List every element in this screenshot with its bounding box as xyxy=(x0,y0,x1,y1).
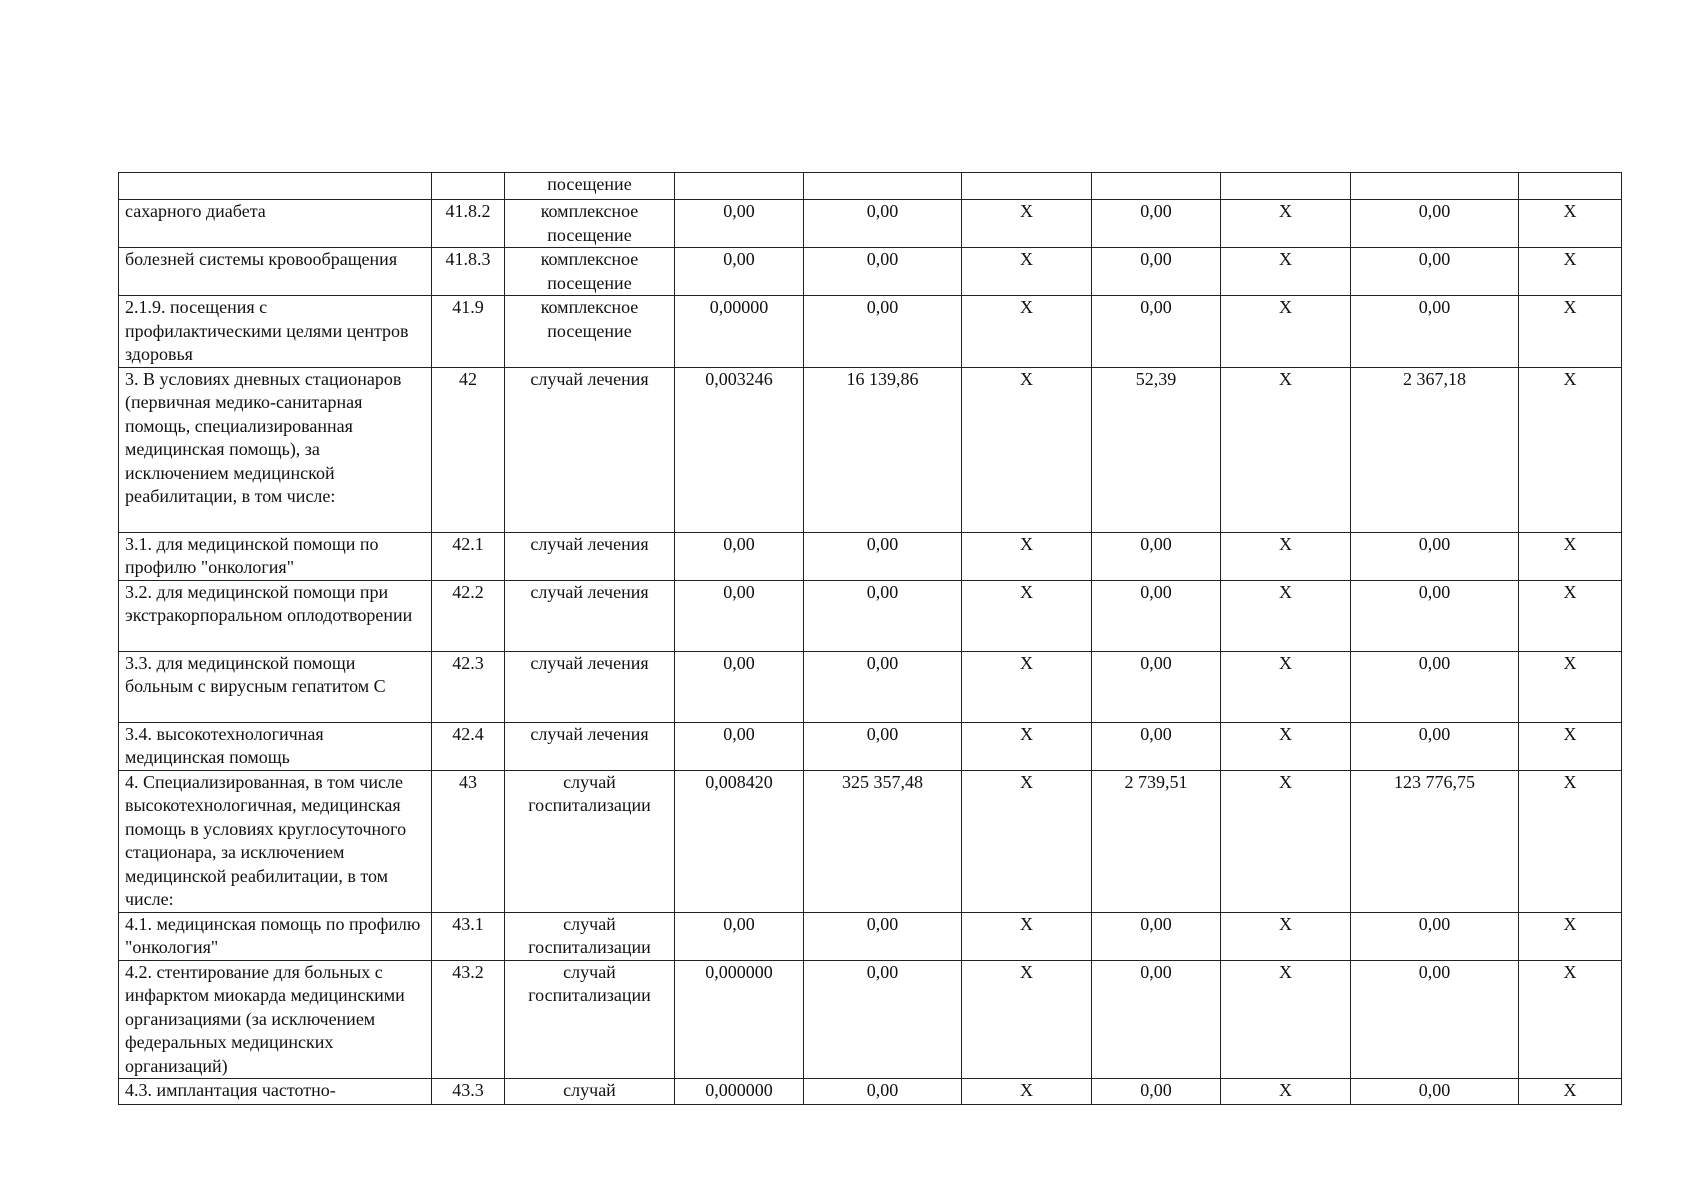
value-cell: 0,00 xyxy=(1092,651,1221,722)
value-cell: 0,00 xyxy=(1092,532,1221,580)
value-cell: 0,00 xyxy=(804,580,962,651)
value-cell: 0,000000 xyxy=(675,960,804,1079)
value-cell: X xyxy=(962,248,1092,296)
value-cell: 2 367,18 xyxy=(1351,367,1519,532)
row-code-cell xyxy=(432,173,505,200)
row-name-cell: 4. Специализированная, в том числе высокотехнологичная, медицинская помощь в условиях круглосуточного стационара, за исключением медицинской реабилитации, в том числе: xyxy=(119,770,432,912)
value-cell xyxy=(1351,173,1519,200)
value-cell: 0,00 xyxy=(804,651,962,722)
value-cell: X xyxy=(962,532,1092,580)
value-cell: X xyxy=(962,367,1092,532)
value-cell: 0,00 xyxy=(1351,1079,1519,1105)
row-unit-cell: комплексное посещение xyxy=(505,296,675,368)
value-cell: 0,00000 xyxy=(675,296,804,368)
row-code-cell: 42.4 xyxy=(432,722,505,770)
value-cell: 16 139,86 xyxy=(804,367,962,532)
value-cell: 0,00 xyxy=(675,722,804,770)
value-cell: X xyxy=(1519,367,1622,532)
table-row xyxy=(119,532,1622,580)
value-cell: 0,00 xyxy=(804,960,962,1079)
value-cell: 0,00 xyxy=(1351,722,1519,770)
row-code-cell: 41.9 xyxy=(432,296,505,368)
value-cell: X xyxy=(1519,770,1622,912)
row-unit-cell: случай лечения xyxy=(505,532,675,580)
value-cell: 0,00 xyxy=(1351,532,1519,580)
value-cell: X xyxy=(1519,296,1622,368)
value-cell: X xyxy=(962,912,1092,960)
row-unit-cell: комплексное посещение xyxy=(505,200,675,248)
row-unit-cell: случай лечения xyxy=(505,367,675,532)
value-cell: X xyxy=(1221,1079,1351,1105)
row-code-cell: 43.2 xyxy=(432,960,505,1079)
table-row xyxy=(119,367,1622,532)
value-cell: X xyxy=(1519,1079,1622,1105)
row-code-cell: 43.1 xyxy=(432,912,505,960)
value-cell: X xyxy=(1519,722,1622,770)
row-name-cell: 3.2. для медицинской помощи при экстракорпоральном оплодотворении xyxy=(119,580,432,651)
value-cell: X xyxy=(1519,912,1622,960)
row-code-cell: 42.1 xyxy=(432,532,505,580)
value-cell: 0,00 xyxy=(804,200,962,248)
row-code-cell: 43.3 xyxy=(432,1079,505,1105)
row-name-cell: 4.2. стентирование для больных с инфарктом миокарда медицинскими организациями (за исключением федеральных медицинских организаций) xyxy=(119,960,432,1079)
value-cell: 0,00 xyxy=(1092,912,1221,960)
row-name-cell: 3. В условиях дневных стационаров (первичная медико-санитарная помощь, специализированная медицинская помощь), за исключением медицинской реабилитации, в том числе: xyxy=(119,367,432,532)
value-cell xyxy=(675,173,804,200)
row-unit-cell: комплексное посещение xyxy=(505,248,675,296)
row-name-cell: 4.3. имплантация частотно- xyxy=(119,1079,432,1105)
row-code-cell: 41.8.3 xyxy=(432,248,505,296)
value-cell: 0,00 xyxy=(675,532,804,580)
row-code-cell: 42.3 xyxy=(432,651,505,722)
row-name-cell: 3.3. для медицинской помощи больным с вирусным гепатитом С xyxy=(119,651,432,722)
value-cell: 0,00 xyxy=(804,532,962,580)
value-cell: 0,00 xyxy=(1092,200,1221,248)
table-row xyxy=(119,580,1622,651)
value-cell: 0,000000 xyxy=(675,1079,804,1105)
row-name-cell: 3.4. высокотехнологичная медицинская помощь xyxy=(119,722,432,770)
value-cell: 2 739,51 xyxy=(1092,770,1221,912)
value-cell: X xyxy=(1519,960,1622,1079)
value-cell: X xyxy=(1221,296,1351,368)
row-name-cell: болезней системы кровообращения xyxy=(119,248,432,296)
value-cell: 0,00 xyxy=(675,651,804,722)
row-code-cell: 42.2 xyxy=(432,580,505,651)
table-row xyxy=(119,173,1622,200)
value-cell: 0,00 xyxy=(1351,296,1519,368)
value-cell: X xyxy=(1519,248,1622,296)
value-cell: X xyxy=(1221,722,1351,770)
value-cell: 0,00 xyxy=(804,722,962,770)
row-unit-cell: случай xyxy=(505,1079,675,1105)
value-cell: X xyxy=(1221,912,1351,960)
value-cell: X xyxy=(1519,532,1622,580)
value-cell xyxy=(804,173,962,200)
value-cell: 0,00 xyxy=(675,200,804,248)
value-cell: X xyxy=(1221,367,1351,532)
value-cell: X xyxy=(1221,200,1351,248)
value-cell xyxy=(1092,173,1221,200)
value-cell: 325 357,48 xyxy=(804,770,962,912)
value-cell: X xyxy=(962,960,1092,1079)
value-cell: X xyxy=(962,296,1092,368)
row-unit-cell: случай госпитализации xyxy=(505,912,675,960)
value-cell: X xyxy=(962,200,1092,248)
table-row xyxy=(119,912,1622,960)
value-cell: X xyxy=(1221,248,1351,296)
row-name-cell: сахарного диабета xyxy=(119,200,432,248)
value-cell: X xyxy=(962,651,1092,722)
value-cell: X xyxy=(1221,770,1351,912)
value-cell: X xyxy=(1221,532,1351,580)
value-cell xyxy=(962,173,1092,200)
value-cell: 0,00 xyxy=(1092,296,1221,368)
row-unit-cell: случай лечения xyxy=(505,722,675,770)
value-cell: 0,00 xyxy=(1092,580,1221,651)
value-cell: 0,00 xyxy=(804,1079,962,1105)
row-unit-cell: случай лечения xyxy=(505,580,675,651)
value-cell: 0,00 xyxy=(1351,248,1519,296)
value-cell: 0,00 xyxy=(1351,580,1519,651)
value-cell: X xyxy=(1519,580,1622,651)
row-code-cell: 41.8.2 xyxy=(432,200,505,248)
row-unit-cell: случай лечения xyxy=(505,651,675,722)
value-cell: X xyxy=(1519,651,1622,722)
table-row xyxy=(119,722,1622,770)
value-cell xyxy=(1519,173,1622,200)
table-row xyxy=(119,770,1622,912)
value-cell: 0,00 xyxy=(1351,960,1519,1079)
value-cell: 0,00 xyxy=(1092,248,1221,296)
table-row xyxy=(119,960,1622,1079)
value-cell: 0,00 xyxy=(1092,1079,1221,1105)
value-cell: 0,00 xyxy=(1351,200,1519,248)
row-name-cell: 3.1. для медицинской помощи по профилю "онкология" xyxy=(119,532,432,580)
table-row xyxy=(119,1079,1622,1105)
value-cell: X xyxy=(1221,580,1351,651)
value-cell xyxy=(1221,173,1351,200)
value-cell: 0,00 xyxy=(804,912,962,960)
value-cell: 0,00 xyxy=(675,912,804,960)
table-row xyxy=(119,248,1622,296)
value-cell: X xyxy=(1221,651,1351,722)
value-cell: X xyxy=(962,580,1092,651)
row-unit-cell: случай госпитализации xyxy=(505,770,675,912)
value-cell: 0,00 xyxy=(1092,722,1221,770)
row-name-cell xyxy=(119,173,432,200)
row-name-cell: 4.1. медицинская помощь по профилю "онкология" xyxy=(119,912,432,960)
value-cell: 123 776,75 xyxy=(1351,770,1519,912)
row-unit-cell: посещение xyxy=(505,173,675,200)
table-row xyxy=(119,651,1622,722)
value-cell: X xyxy=(962,1079,1092,1105)
value-cell: 0,00 xyxy=(675,580,804,651)
data-table xyxy=(118,172,1622,1105)
value-cell: 0,008420 xyxy=(675,770,804,912)
value-cell: 0,00 xyxy=(804,296,962,368)
value-cell: 52,39 xyxy=(1092,367,1221,532)
row-code-cell: 43 xyxy=(432,770,505,912)
value-cell: 0,00 xyxy=(804,248,962,296)
value-cell: 0,00 xyxy=(1351,912,1519,960)
value-cell: X xyxy=(962,770,1092,912)
row-unit-cell: случай госпитализации xyxy=(505,960,675,1079)
value-cell: 0,003246 xyxy=(675,367,804,532)
table-row xyxy=(119,296,1622,368)
value-cell: 0,00 xyxy=(1092,960,1221,1079)
value-cell: 0,00 xyxy=(675,248,804,296)
value-cell: X xyxy=(1519,200,1622,248)
value-cell: X xyxy=(962,722,1092,770)
value-cell: 0,00 xyxy=(1351,651,1519,722)
row-name-cell: 2.1.9. посещения с профилактическими целями центров здоровья xyxy=(119,296,432,368)
table-row xyxy=(119,200,1622,248)
row-code-cell: 42 xyxy=(432,367,505,532)
value-cell: X xyxy=(1221,960,1351,1079)
